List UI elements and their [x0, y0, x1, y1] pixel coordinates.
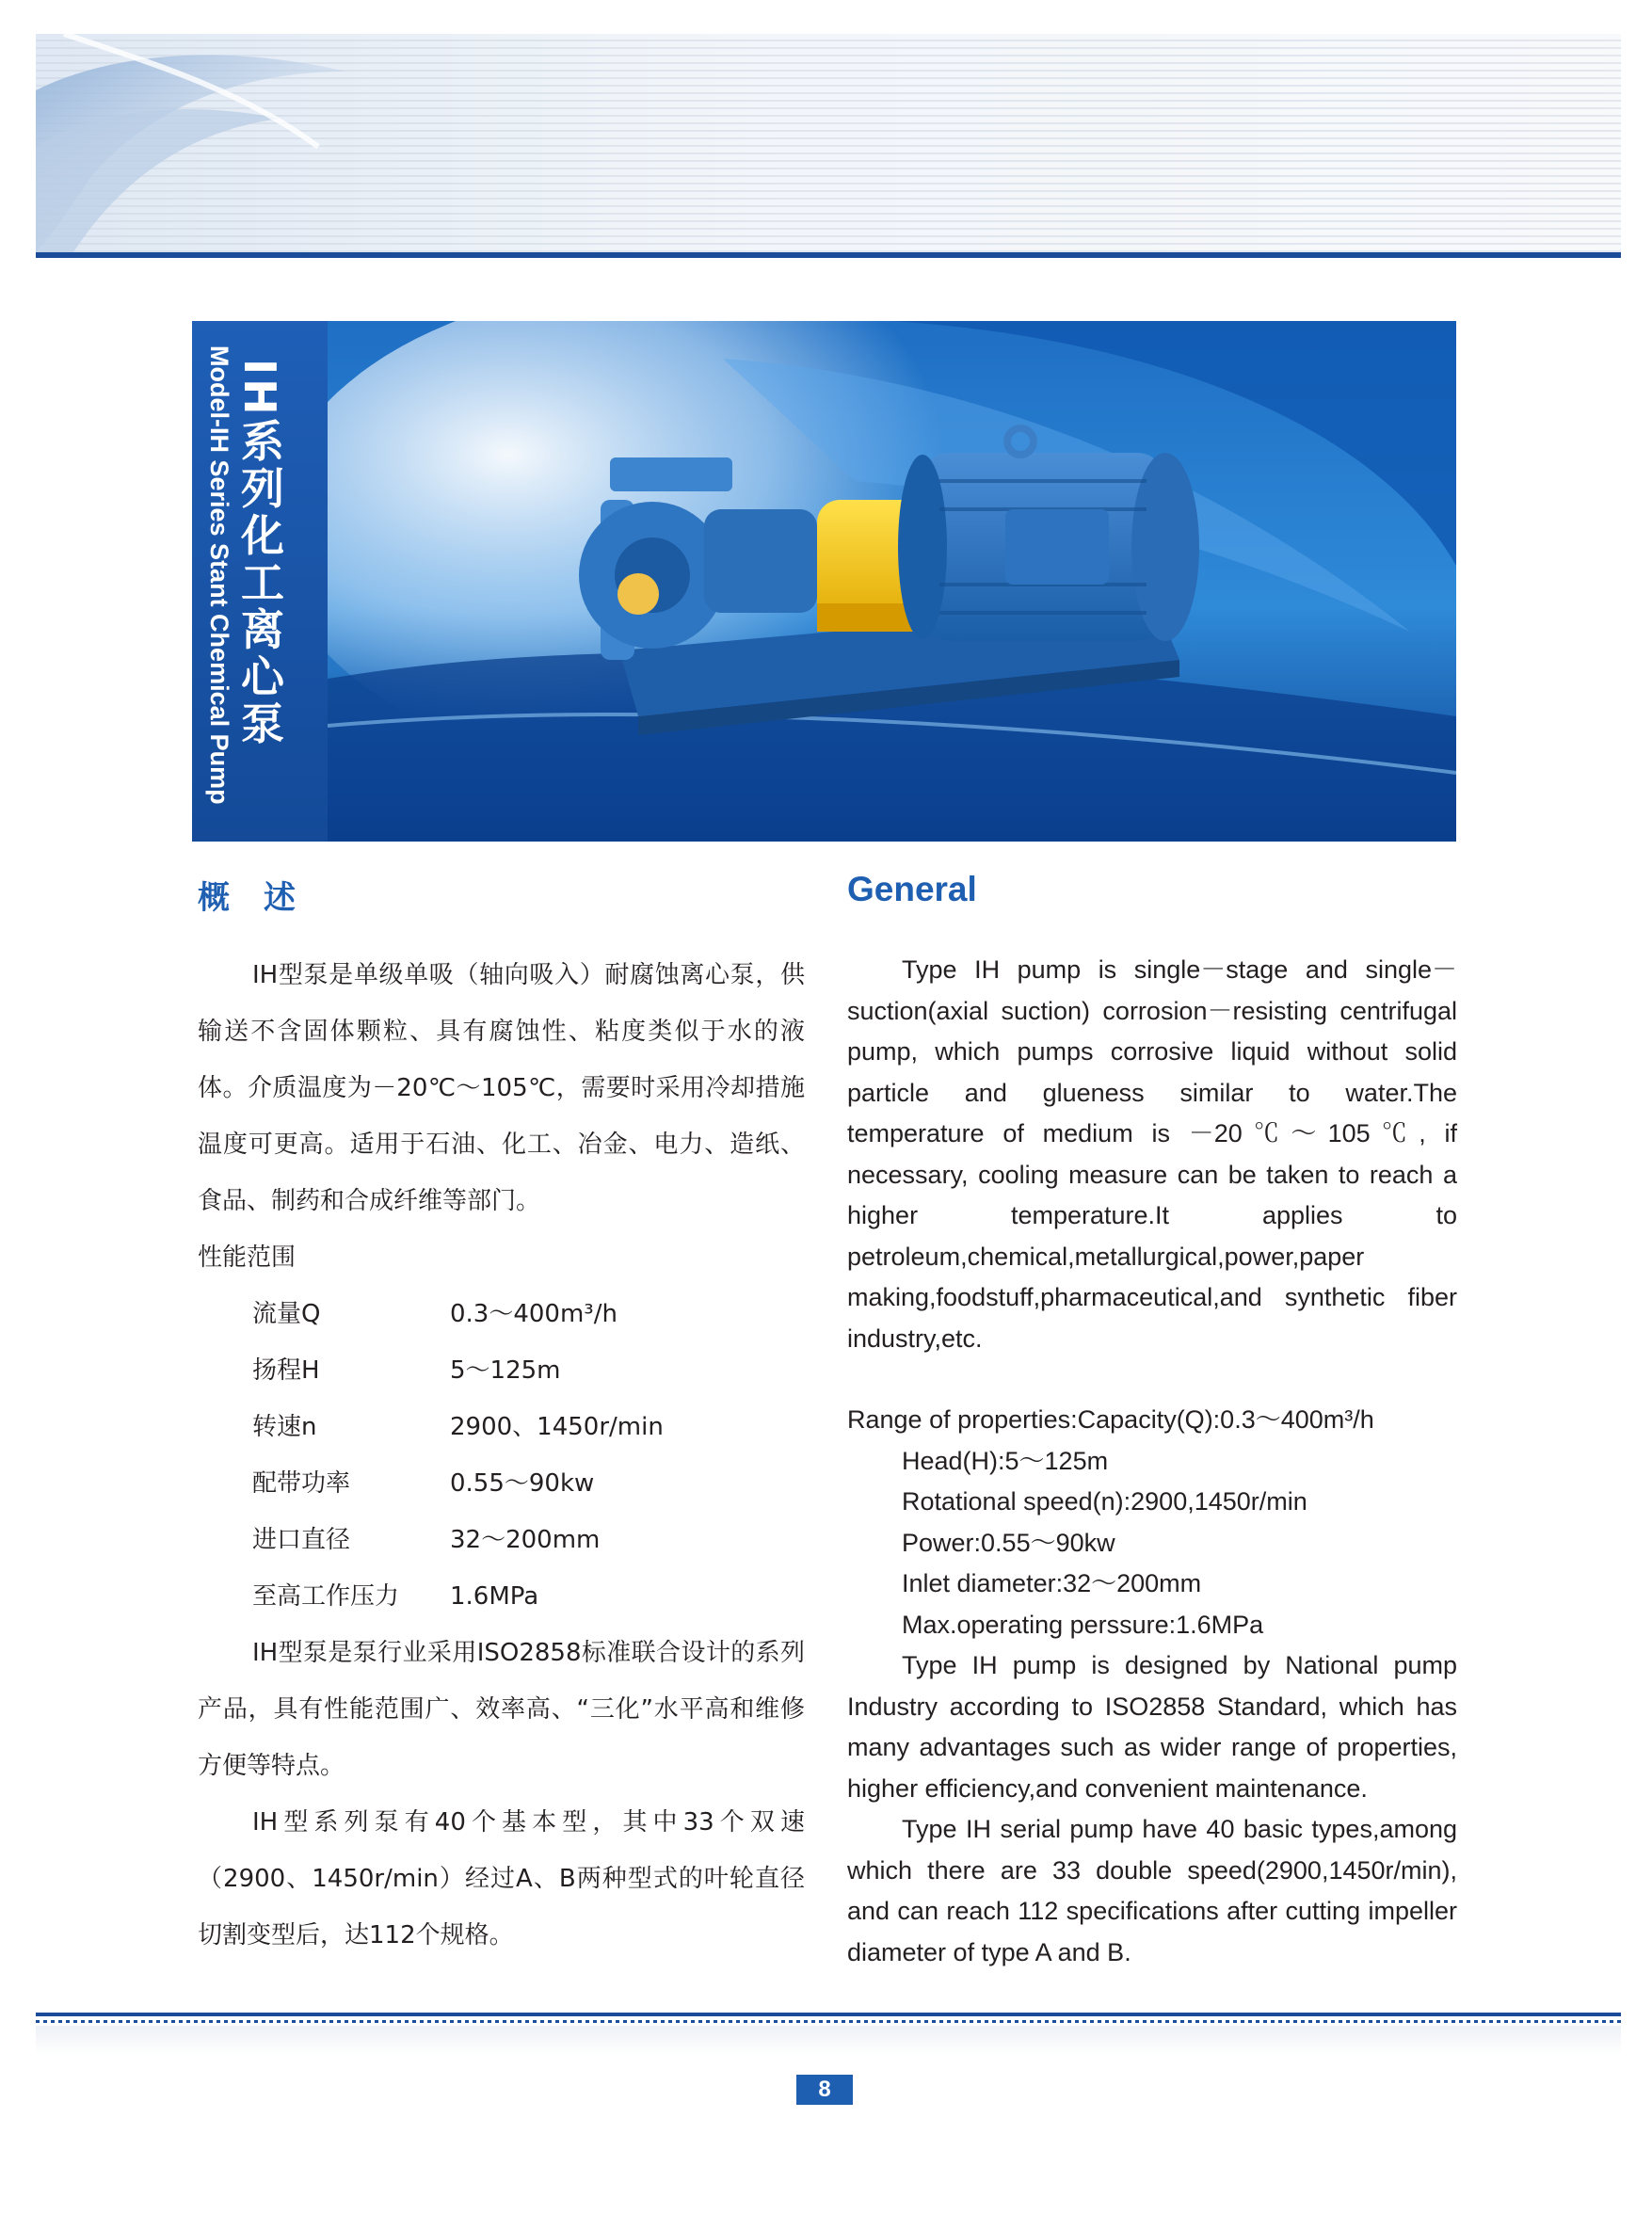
- overview-en-paragraph: Type IH pump is single－stage and single－suction(axial suction) corrosion－resisting centrifugal pump, which pumps corrosive liquid without solid particle and glueness similar to water.The temperature of medium is －20℃～105℃, if necessary, cooling measure can be taken to reach a higher temperature.It applies to petroleum,chemical,metallurgical,power,paper making,foodstuff,pharmaceutical,and synthetic fiber industry,etc.: [847, 955, 1457, 1353]
- specs-title-zh: 性能范围: [198, 1243, 297, 1272]
- spec-row: [252, 1342, 805, 1399]
- spec-label: 扬程H: [252, 1356, 320, 1385]
- spec-label: 至高工作压力: [252, 1582, 400, 1611]
- footer-band: [36, 2026, 1621, 2056]
- speed-line: Rotational speed(n):2900,1450r/min: [902, 1487, 1307, 1516]
- types-paragraph-zh: IH型系列泵有40个基本型，其中33个双速（2900、1450r/min）经过A、B两种型式的叶轮直径切割变型后，达112个规格。: [198, 1808, 805, 1949]
- pressure-line: Max.operating perssure:1.6MPa: [902, 1610, 1264, 1639]
- spec-table-zh: [198, 1286, 805, 1625]
- inlet-line: Inlet diameter:32～200mm: [902, 1569, 1202, 1597]
- spec-row: [252, 1568, 805, 1625]
- spec-row: [252, 1512, 805, 1568]
- page-number: 8: [796, 2075, 853, 2105]
- design-paragraph-zh: IH型泵是泵行业采用ISO2858标准联合设计的系列产品，具有性能范围广、效率高、“三化”水平高和维修方便等特点。: [198, 1639, 805, 1780]
- section-heading-zh: 概述: [198, 879, 329, 917]
- spec-label: 配带功率: [252, 1469, 351, 1498]
- spec-label: 转速n: [252, 1413, 317, 1441]
- section-heading-en: General: [847, 870, 977, 908]
- spec-value: 5～125m: [450, 1356, 561, 1385]
- types-paragraph-en: Type IH serial pump have 40 basic types,among which there are 33 double speed(2900,1450r/min), and can reach 112 specifications after cutting impeller diameter of type A and B.: [847, 1815, 1457, 1966]
- product-banner: [192, 321, 1456, 842]
- spec-value: 2900、1450r/min: [450, 1413, 664, 1441]
- header-rule: [36, 252, 1621, 258]
- spec-row: [252, 1286, 805, 1342]
- footer-rule: [36, 2013, 1621, 2016]
- spec-value: 32～200mm: [450, 1526, 601, 1554]
- overview-zh: [198, 947, 805, 1964]
- design-paragraph-en: Type IH pump is designed by National pump Industry according to ISO2858 Standard, which has many advantages such as wider range of properties, higher efficiency,and convenient maintenance.: [847, 1651, 1457, 1803]
- header-swirl-graphic: [36, 34, 431, 252]
- pump-on-wave-image: [328, 321, 1456, 842]
- spec-row: [252, 1399, 805, 1455]
- spec-label: 进口直径: [252, 1526, 351, 1554]
- overview-zh-paragraph: IH型泵是单级单吸（轴向吸入）耐腐蚀离心泵，供输送不含固体颗粒、具有腐蚀性、粘度类似于水的液体。介质温度为－20℃～105℃，需要时采用冷却措施温度可更高。适用于石油、化工、冶金、电力、造纸、食品、制药和合成纤维等部门。: [198, 961, 805, 1215]
- range-line: Range of properties:Capacity(Q):0.3～400m³/h: [847, 1405, 1374, 1434]
- banner-title-en: Model-IH Series Stant Chemical Pump: [205, 345, 233, 805]
- banner-title-zh: IH系列化工离心泵: [234, 359, 285, 748]
- header-band: [36, 34, 1621, 252]
- spec-value: 0.3～400m³/h: [450, 1300, 617, 1328]
- power-line: Power:0.55～90kw: [902, 1528, 1115, 1557]
- spec-value: 1.6MPa: [450, 1582, 539, 1611]
- overview-en: [847, 950, 1457, 1973]
- spec-label: 流量Q: [252, 1300, 321, 1328]
- spec-row: [252, 1455, 805, 1512]
- footer-dotted-rule: [36, 2020, 1621, 2023]
- spec-value: 0.55～90kw: [450, 1469, 595, 1498]
- head-line: Head(H):5～125m: [902, 1446, 1109, 1475]
- banner-title-strip: [192, 321, 328, 842]
- spacer: [847, 1359, 1457, 1400]
